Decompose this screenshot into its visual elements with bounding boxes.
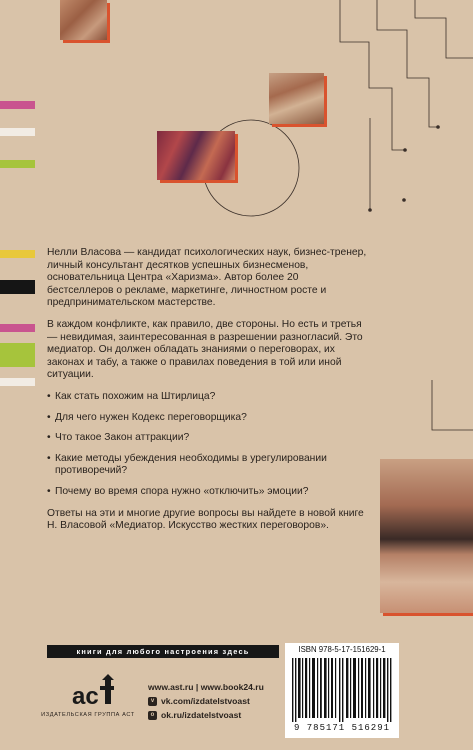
isbn-number: ISBN 978-5-17-151629-1 bbox=[298, 645, 386, 654]
barcode-bars bbox=[290, 658, 394, 722]
annotation-text bbox=[47, 247, 367, 542]
stripe-lime-1 bbox=[0, 160, 35, 168]
book-outro: Ответы на эти и многие другие вопросы вы найдете в новой книге Н. Власовой «Медиатор. Искусство жестких переговоров». bbox=[47, 507, 364, 532]
list-item: • Что такое Закон аттракции? bbox=[47, 432, 190, 444]
publisher-caption: ИЗДАТЕЛЬСКАЯ ГРУППА АСТ bbox=[41, 712, 135, 718]
barcode-panel bbox=[285, 643, 399, 738]
website-link[interactable]: www.ast.ru | www.book24.ru bbox=[148, 682, 264, 692]
publisher-links bbox=[148, 680, 264, 722]
stripe-pink-1 bbox=[0, 101, 35, 109]
svg-text:ac: ac bbox=[72, 683, 99, 710]
list-item: • Как стать похожим на Штирлица? bbox=[47, 390, 216, 402]
circuit-node-2 bbox=[436, 125, 440, 129]
stripe-lime-2 bbox=[0, 343, 35, 367]
book-intro: В каждом конфликте, как правило, две стороны. Но есть и третья — невидимая, заинтересованная в разрешении разногласий. Это медиатор. Он должен обладать знаниями о переговорах, их законах и табу, а также о правилах поведения в той или иной ситуации. bbox=[47, 318, 363, 381]
list-item: • Какие методы убеждения необходимы в урегулировании противоречий? bbox=[47, 452, 327, 477]
author-bio: Нелли Власова — кандидат психологических наук, бизнес-тренер, личный консультант десятков успешных бизнесменов, основательница Центра «Харизма». Автор более 20 бестселлеров о рекламе, маркетинге, личностном росте и предпринимательском мастерстве. bbox=[47, 247, 367, 309]
list-item: • Для чего нужен Кодекс переговорщика? bbox=[47, 411, 247, 423]
painting-fragment-face bbox=[380, 459, 473, 613]
circuit-line-1 bbox=[340, 0, 405, 150]
stripe-pink-2 bbox=[0, 324, 35, 332]
stripe-yellow bbox=[0, 250, 35, 258]
circuit-line-5 bbox=[432, 380, 473, 430]
vk-link[interactable]: vk.com/izdatelstvoast bbox=[161, 696, 250, 706]
stripe-white-2 bbox=[0, 378, 35, 386]
circuit-node-1 bbox=[403, 148, 407, 152]
painting-fragment-middle bbox=[157, 131, 235, 180]
ok-icon: o bbox=[148, 711, 157, 720]
circuit-line-3 bbox=[415, 0, 473, 58]
stripe-white-1 bbox=[0, 128, 35, 136]
list-item: • Почему во время спора нужно «отключить» эмоции? bbox=[47, 485, 309, 497]
slogan-banner: книги для любого настроения здесь bbox=[47, 645, 279, 658]
painting-fragment-top-left bbox=[60, 0, 107, 40]
circuit-node-4 bbox=[402, 198, 406, 202]
ok-link[interactable]: ok.ru/izdatelstvoast bbox=[161, 710, 242, 720]
circuit-node-3 bbox=[368, 208, 372, 212]
barcode-digits: 9 785171 516291 bbox=[293, 723, 390, 733]
questions-list bbox=[47, 391, 367, 499]
painting-fragment-upper-right bbox=[269, 73, 324, 124]
stripe-black bbox=[0, 280, 35, 294]
vk-icon: v bbox=[148, 697, 157, 706]
circuit-line-2 bbox=[377, 0, 438, 127]
